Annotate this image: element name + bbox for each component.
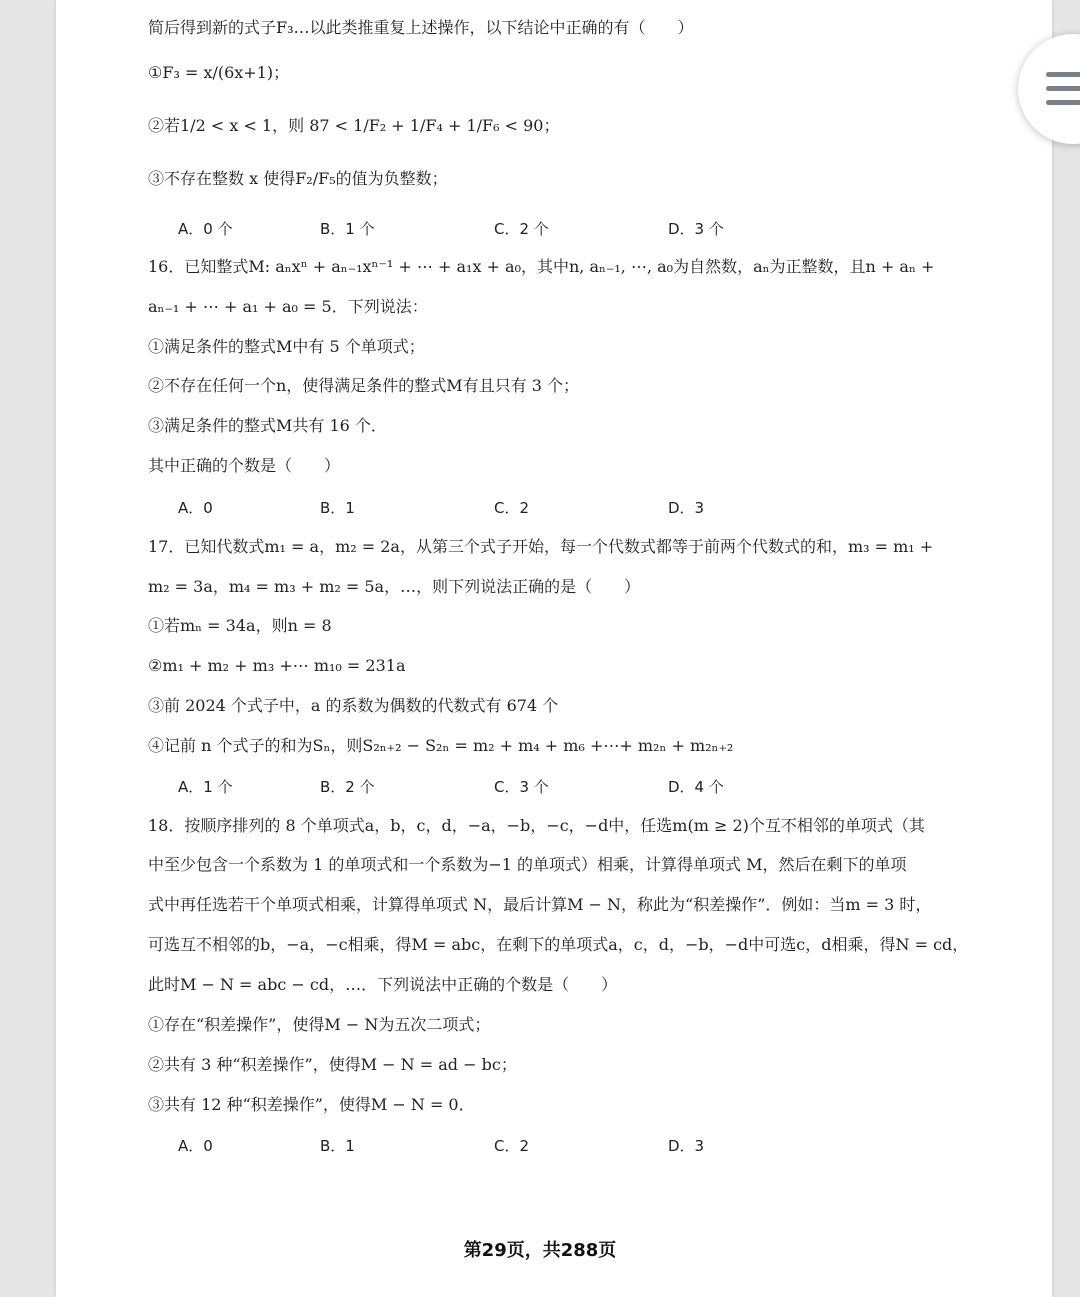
text-line: m₂ = 3a，m₄ = m₃ + m₂ = 5a，…，则下列说法正确的是（ ） <box>148 577 641 596</box>
text-line: 简后得到新的式子F₃…以此类推重复上述操作，以下结论中正确的有（ ） <box>148 18 694 37</box>
question-16: 16．已知整式M: aₙxⁿ + aₙ₋₁xⁿ⁻¹ + ⋯ + a₁x + a₀，其中n, aₙ₋₁, ⋯, a₀为自然数，aₙ为正整数，且n + aₙ + <box>148 257 935 276</box>
option-c: C．3 个 <box>494 778 549 796</box>
text-line: ①存在“积差操作”，使得M − N为五次二项式； <box>148 1015 491 1034</box>
text-line: ①F₃ = x/(6x+1)； <box>148 63 290 82</box>
option-d: D．4 个 <box>668 778 724 796</box>
text-line: 中至少包含一个系数为 1 的单项式和一个系数为−1 的单项式）相乘，计算得单项式 M，然后在剩下的单项 <box>148 855 907 874</box>
text-line: ②共有 3 种“积差操作”，使得M − N = ad − bc； <box>148 1055 517 1074</box>
option-a: A．0 <box>178 499 213 517</box>
option-b: B．2 个 <box>320 778 375 796</box>
page-number: 第29页，共288页 <box>463 1240 617 1261</box>
option-a: A．0 个 <box>178 220 233 238</box>
option-c: C．2 <box>494 1137 530 1155</box>
text-line: 式中再任选若干个单项式相乘，计算得单项式 N，最后计算M − N，称此为“积差操作”．例如：当m = 3 时， <box>148 895 932 914</box>
text-line: 其中正确的个数是（ ） <box>148 456 341 475</box>
text-line: ④记前 n 个式子的和为Sₙ，则S₂ₙ₊₂ − S₂ₙ = m₂ + m₄ + m₆ +⋯+ m₂ₙ + m₂ₙ₊₂ <box>148 736 734 755</box>
text-line: ①若mₙ = 34a，则n = 8 <box>148 616 332 635</box>
option-a: A．1 个 <box>178 778 233 796</box>
text-line: ①满足条件的整式M中有 5 个单项式； <box>148 337 425 356</box>
option-a: A．0 <box>178 1137 213 1155</box>
text-line: ②若1/2 < x < 1，则 87 < 1/F₂ + 1/F₄ + 1/F₆ < 90； <box>148 116 560 135</box>
text-line: ③前 2024 个式子中，a 的系数为偶数的代数式有 674 个 <box>148 696 559 715</box>
option-b: B．1 <box>320 1137 355 1155</box>
option-b: B．1 <box>320 499 355 517</box>
option-d: D．3 <box>668 499 705 517</box>
text-line: ③满足条件的整式M共有 16 个． <box>148 416 387 435</box>
option-d: D．3 <box>668 1137 705 1155</box>
question-18: 18．按顺序排列的 8 个单项式a，b，c，d，−a，−b，−c，−d中，任选m(m ≥ 2)个互不相邻的单项式（其 <box>148 816 925 835</box>
text-line: ②不存在任何一个n，使得满足条件的整式M有且只有 3 个； <box>148 376 580 395</box>
option-d: D．3 个 <box>668 220 724 238</box>
text-line: ③共有 12 种“积差操作”，使得M − N = 0． <box>148 1095 475 1114</box>
option-b: B．1 个 <box>320 220 375 238</box>
text-line: aₙ₋₁ + ⋯ + a₁ + a₀ = 5．下列说法： <box>148 297 428 316</box>
option-c: C．2 个 <box>494 220 549 238</box>
text-line: ②m₁ + m₂ + m₃ +⋯ m₁₀ = 231a <box>148 656 406 675</box>
text-line: ③不存在整数 x 使得F₂/F₅的值为负整数； <box>148 169 448 188</box>
text-line: 此时M − N = abc − cd，…．下列说法中正确的个数是（ ） <box>148 975 618 994</box>
question-17: 17．已知代数式m₁ = a，m₂ = 2a，从第三个式子开始，每一个代数式都等于前两个代数式的和，m₃ = m₁ + <box>148 537 934 556</box>
text-line: 可选互不相邻的b，−a，−c相乘，得M = abc，在剩下的单项式a，c，d，−b，−d中可选c，d相乘，得N = cd， <box>148 935 969 954</box>
option-c: C．2 <box>494 499 530 517</box>
